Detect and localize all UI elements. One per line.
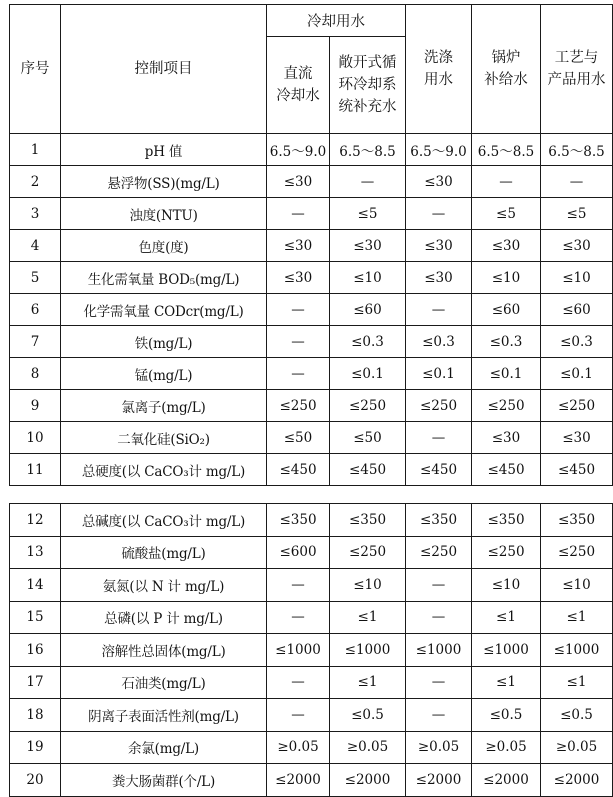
limit-value-cell: — [267,601,330,634]
row-number: 1 [10,134,61,166]
limit-value-cell: ≤50 [267,422,330,454]
limit-value-cell: ≤0.1 [541,358,613,390]
row-number: 18 [10,699,61,732]
limit-value-cell: ≤0.1 [472,358,541,390]
limit-value-cell: ≤450 [472,454,541,486]
limit-value-cell: ≤250 [406,390,472,422]
limit-value-cell: ≤250 [406,536,472,569]
limit-value-cell: ≤0.3 [472,326,541,358]
limit-value-cell: ≤30 [267,166,330,198]
limit-value-cell: ≤1000 [267,634,330,667]
limit-value-cell: ≤10 [330,262,406,294]
header-process-product-water: 工艺与 产品用水 [541,5,613,134]
table-row [10,134,613,166]
limit-value-cell: ≤250 [267,390,330,422]
control-item: 粪大肠菌群(个/L) [61,764,267,797]
control-item: 余氯(mg/L) [61,731,267,764]
limit-value-cell: ≤30 [541,422,613,454]
limit-value-cell: ≤250 [472,536,541,569]
limit-value-cell: ≤0.3 [541,326,613,358]
table-row [10,454,613,486]
limit-value-cell: ≤60 [541,294,613,326]
limit-value-cell: — [406,601,472,634]
limit-value-cell: — [406,699,472,732]
table-row [10,601,613,634]
table-row [10,294,613,326]
header-washing-water: 洗涤 用水 [406,5,472,134]
control-item: 氨氮(以 N 计 mg/L) [61,569,267,602]
row-number: 8 [10,358,61,390]
control-item: 色度(度) [61,230,267,262]
limit-value-cell: ≤10 [472,262,541,294]
limit-value-cell: ≤5 [541,198,613,230]
limit-value-cell: ≤1000 [541,634,613,667]
control-item: pH 值 [61,134,267,166]
row-number: 11 [10,454,61,486]
row-number: 13 [10,536,61,569]
limit-value-cell: ≤1 [330,666,406,699]
limit-value-cell: — [406,198,472,230]
limit-value-cell: ≤450 [541,454,613,486]
row-number: 2 [10,166,61,198]
limit-value-cell: — [267,699,330,732]
limit-value-cell: ≤1000 [472,634,541,667]
limit-value-cell: ≤60 [472,294,541,326]
control-item: 总碱度(以 CaCO₃计 mg/L) [61,504,267,537]
table-row [10,569,613,602]
header-open-recirculating-makeup: 敞开式循 环冷却系 统补充水 [330,37,406,134]
limit-value-cell: ≤30 [406,262,472,294]
limit-value-cell: ≤1 [472,666,541,699]
header-cooling-water-group: 冷却用水 [267,5,406,37]
limit-value-cell: ≤0.1 [406,358,472,390]
limit-value-cell: ≤1000 [330,634,406,667]
row-number: 12 [10,504,61,537]
limit-value-cell: ≤30 [267,230,330,262]
table-row [10,422,613,454]
table-row [10,731,613,764]
limit-value-cell: — [330,166,406,198]
control-item: 生化需氧量 BOD₅(mg/L) [61,262,267,294]
limit-value-cell: ≥0.05 [406,731,472,764]
row-number: 17 [10,666,61,699]
limit-value-cell: 6.5～8.5 [472,134,541,166]
limit-value-cell: ≤30 [406,230,472,262]
limit-value-cell: ≤5 [472,198,541,230]
row-number: 19 [10,731,61,764]
limit-value-cell: ≤10 [541,262,613,294]
limit-value-cell: ≤1 [330,601,406,634]
limit-value-cell: ≥0.05 [330,731,406,764]
water-quality-table-part2 [9,503,613,797]
limit-value-cell: 6.5～9.0 [267,134,330,166]
limit-value-cell: ≤1 [472,601,541,634]
row-number: 5 [10,262,61,294]
row-number: 10 [10,422,61,454]
control-item: 二氧化硅(SiO₂) [61,422,267,454]
limit-value-cell: — [267,294,330,326]
limit-value-cell: — [406,294,472,326]
limit-value-cell: 6.5～8.5 [541,134,613,166]
limit-value-cell: ≤250 [330,390,406,422]
header-seq: 序号 [10,5,61,134]
limit-value-cell: ≤10 [330,569,406,602]
limit-value-cell: ≤250 [541,536,613,569]
control-item: 悬浮物(SS)(mg/L) [61,166,267,198]
row-number: 9 [10,390,61,422]
limit-value-cell: — [267,198,330,230]
control-item: 浊度(NTU) [61,198,267,230]
limit-value-cell: — [406,422,472,454]
limit-value-cell: ≤350 [330,504,406,537]
limit-value-cell: ≤50 [330,422,406,454]
header-boiler-feed-water: 锅炉 补给水 [472,5,541,134]
limit-value-cell: ≤10 [541,569,613,602]
limit-value-cell: ≤30 [330,230,406,262]
control-item: 铁(mg/L) [61,326,267,358]
limit-value-cell: ≤250 [330,536,406,569]
limit-value-cell: ≤350 [267,504,330,537]
row-number: 16 [10,634,61,667]
limit-value-cell: — [267,569,330,602]
limit-value-cell: — [472,166,541,198]
table-row [10,262,613,294]
limit-value-cell: ≤0.5 [330,699,406,732]
limit-value-cell: ≤0.5 [541,699,613,732]
limit-value-cell: ≤10 [472,569,541,602]
table-row [10,699,613,732]
limit-value-cell: — [406,666,472,699]
row-number: 15 [10,601,61,634]
limit-value-cell: — [267,326,330,358]
control-item: 石油类(mg/L) [61,666,267,699]
control-item: 总硬度(以 CaCO₃计 mg/L) [61,454,267,486]
table-row [10,504,613,537]
limit-value-cell: ≤30 [472,422,541,454]
limit-value-cell: ≤1 [541,601,613,634]
control-item: 氯离子(mg/L) [61,390,267,422]
limit-value-cell: — [541,166,613,198]
limit-value-cell: 6.5～8.5 [330,134,406,166]
header-control-item: 控制项目 [61,5,267,134]
limit-value-cell: ≤30 [472,230,541,262]
limit-value-cell: ≤0.3 [406,326,472,358]
row-number: 20 [10,764,61,797]
table-row [10,358,613,390]
table-row [10,634,613,667]
limit-value-cell: ≤2000 [541,764,613,797]
row-number: 6 [10,294,61,326]
limit-value-cell: — [267,666,330,699]
limit-value-cell: ≤2000 [267,764,330,797]
table-row [10,198,613,230]
table-row [10,390,613,422]
table-row [10,326,613,358]
row-number: 7 [10,326,61,358]
limit-value-cell: ≥0.05 [541,731,613,764]
control-item: 锰(mg/L) [61,358,267,390]
limit-value-cell: ≤30 [406,166,472,198]
limit-value-cell: ≤2000 [330,764,406,797]
table-row [10,764,613,797]
control-item: 总磷(以 P 计 mg/L) [61,601,267,634]
limit-value-cell: ≤350 [472,504,541,537]
row-number: 3 [10,198,61,230]
table-row [10,166,613,198]
water-quality-table-part1 [9,4,613,486]
header-once-through-cooling: 直流 冷却水 [267,37,330,134]
limit-value-cell: ≤250 [472,390,541,422]
limit-value-cell: ≥0.05 [472,731,541,764]
limit-value-cell: ≤350 [541,504,613,537]
limit-value-cell: ≤30 [267,262,330,294]
limit-value-cell: ≤0.1 [330,358,406,390]
limit-value-cell: ≤60 [330,294,406,326]
row-number: 14 [10,569,61,602]
limit-value-cell: ≤1000 [406,634,472,667]
limit-value-cell: ≤350 [406,504,472,537]
limit-value-cell: ≤5 [330,198,406,230]
row-number: 4 [10,230,61,262]
table-row [10,666,613,699]
limit-value-cell: ≤1 [541,666,613,699]
limit-value-cell: ≤2000 [472,764,541,797]
limit-value-cell: ≤0.3 [330,326,406,358]
control-item: 化学需氧量 CODcr(mg/L) [61,294,267,326]
limit-value-cell: ≥0.05 [267,731,330,764]
limit-value-cell: ≤600 [267,536,330,569]
table-row [10,230,613,262]
limit-value-cell: ≤250 [541,390,613,422]
limit-value-cell: — [267,358,330,390]
limit-value-cell: ≤450 [330,454,406,486]
limit-value-cell: ≤450 [406,454,472,486]
limit-value-cell: ≤0.5 [472,699,541,732]
control-item: 溶解性总固体(mg/L) [61,634,267,667]
limit-value-cell: 6.5～9.0 [406,134,472,166]
control-item: 阴离子表面活性剂(mg/L) [61,699,267,732]
limit-value-cell: ≤2000 [406,764,472,797]
control-item: 硫酸盐(mg/L) [61,536,267,569]
table-row [10,536,613,569]
limit-value-cell: ≤30 [541,230,613,262]
limit-value-cell: ≤450 [267,454,330,486]
limit-value-cell: — [406,569,472,602]
